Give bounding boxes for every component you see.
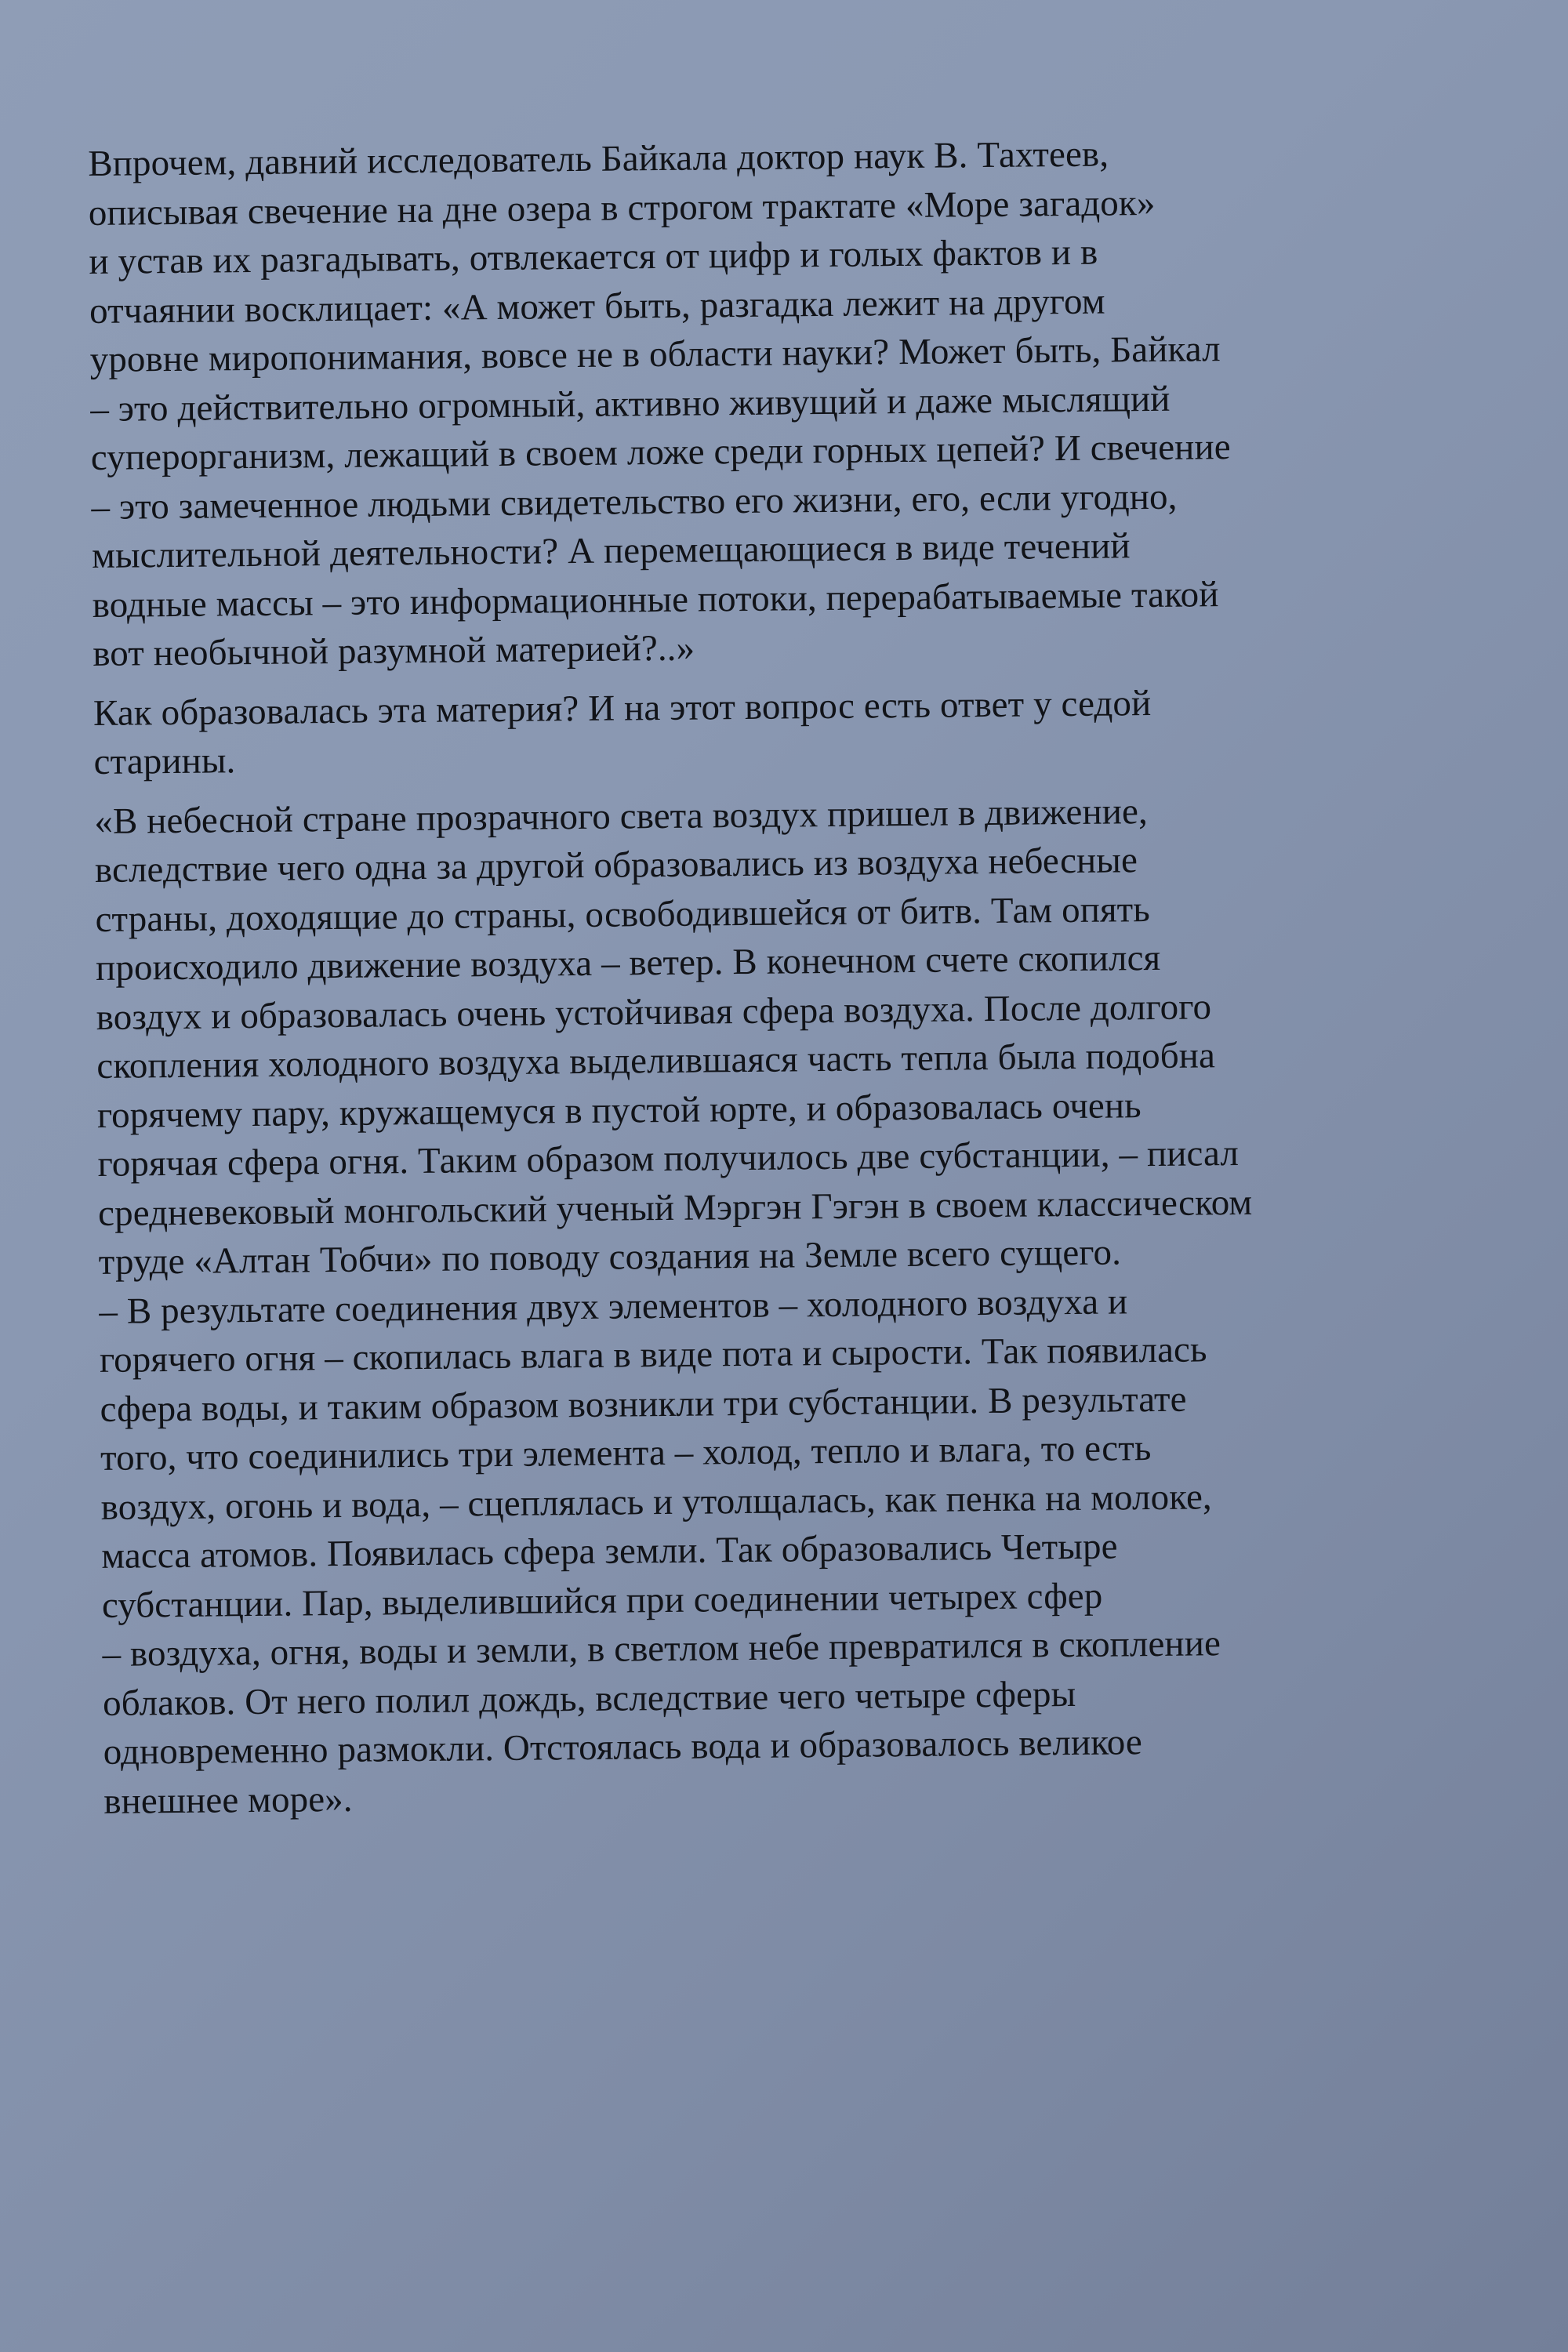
text-line: и устав их разгадывать, отвлекается от цифр и голых фактов и в — [89, 231, 1098, 282]
text-line: страны, доходящие до страны, освободившейся от битв. Там опять — [95, 888, 1151, 940]
text-line: масса атомов. Появилась сфера земли. Так образовались Четыре — [101, 1526, 1118, 1577]
text-line: – В результате соединения двух элементов – холодного воздуха и — [99, 1280, 1128, 1332]
text-line: облаков. От него полил дождь, вследствие чего четыре сферы — [102, 1673, 1076, 1724]
text-line: того, что соединились три элемента – холод, тепло и влага, то есть — [100, 1428, 1152, 1479]
text-line: горячему пару, кружащемуся в пустой юрте, и образовалась очень — [96, 1084, 1142, 1136]
text-line: отчаянии восклицает: «А может быть, разгадка лежит на другом — [89, 281, 1105, 332]
text-line: мыслительной деятельности? А перемещающиеся в виде течений — [91, 525, 1131, 576]
text-line: вот необычной разумной материей?..» — [93, 627, 695, 674]
text-line: уровне миропонимания, вовсе не в области науки? Может быть, Байкал — [89, 328, 1221, 380]
text-line: средневековый монгольский ученый Мэргэн Гэгэн в своем классическом — [97, 1181, 1253, 1234]
text-line: Как образовалась эта материя? И на этот вопрос есть ответ у седой — [93, 682, 1152, 734]
text-line: сфера воды, и таким образом возникли три субстанции. В результате — [100, 1378, 1187, 1430]
text-line: «В небесной стране прозрачного света воздух пришел в движение, — [94, 790, 1149, 842]
text-line: скопления холодного воздуха выделившаяся часть тепла была подобна — [96, 1035, 1216, 1087]
text-line: вследствие чего одна за другой образовались из воздуха небесные — [94, 840, 1138, 891]
paragraph — [93, 675, 1505, 786]
text-line: воздух, огонь и вода, – сцеплялась и утолщалась, как пенка на молоке, — [100, 1475, 1212, 1528]
text-line: старины. — [93, 740, 236, 782]
text-line: Впрочем, давний исследователь Байкала доктор наук В. Тахтеев, — [88, 133, 1109, 184]
text-line: – воздуха, огня, воды и земли, в светлом небе превратился в скопление — [102, 1623, 1221, 1675]
text-line: горячая сфера огня. Таким образом получилось две субстанции, – писал — [97, 1132, 1240, 1185]
text-line: субстанции. Пар, выделившийся при соединении четырех сфер — [101, 1575, 1103, 1626]
paragraph — [94, 783, 1515, 1826]
text-line: водные массы – это информационные потоки, перерабатываемые такой — [92, 573, 1219, 626]
text-line: – это действительно огромный, активно живущий и даже мыслящий — [90, 378, 1171, 430]
text-line: внешнее море». — [103, 1778, 353, 1822]
text-line: – это замеченное людьми свидетельство его жизни, его, если угодно, — [91, 476, 1178, 528]
text-line: описывая свечение на дне озера в строгом трактате «Море загадок» — [88, 182, 1156, 234]
text-line: происходило движение воздуха – ветер. В конечном счете скопился — [95, 937, 1161, 989]
text-line: одновременно размокли. Отстоялась вода и образовалось великое — [103, 1722, 1143, 1773]
paragraph — [88, 126, 1504, 679]
text-line: труде «Алтан Тобчи» по поводу создания на Земле всего сущего. — [98, 1232, 1122, 1283]
text-line: горячего огня – скопилась влага в виде пота и сырости. Так появилась — [99, 1329, 1207, 1381]
text-line: воздух и образовалась очень устойчивая сфера воздуха. После долгого — [96, 985, 1212, 1038]
text-line: суперорганизм, лежащий в своем ложе среди горных цепей? И свечение — [90, 426, 1231, 478]
text-body — [88, 126, 1515, 1836]
